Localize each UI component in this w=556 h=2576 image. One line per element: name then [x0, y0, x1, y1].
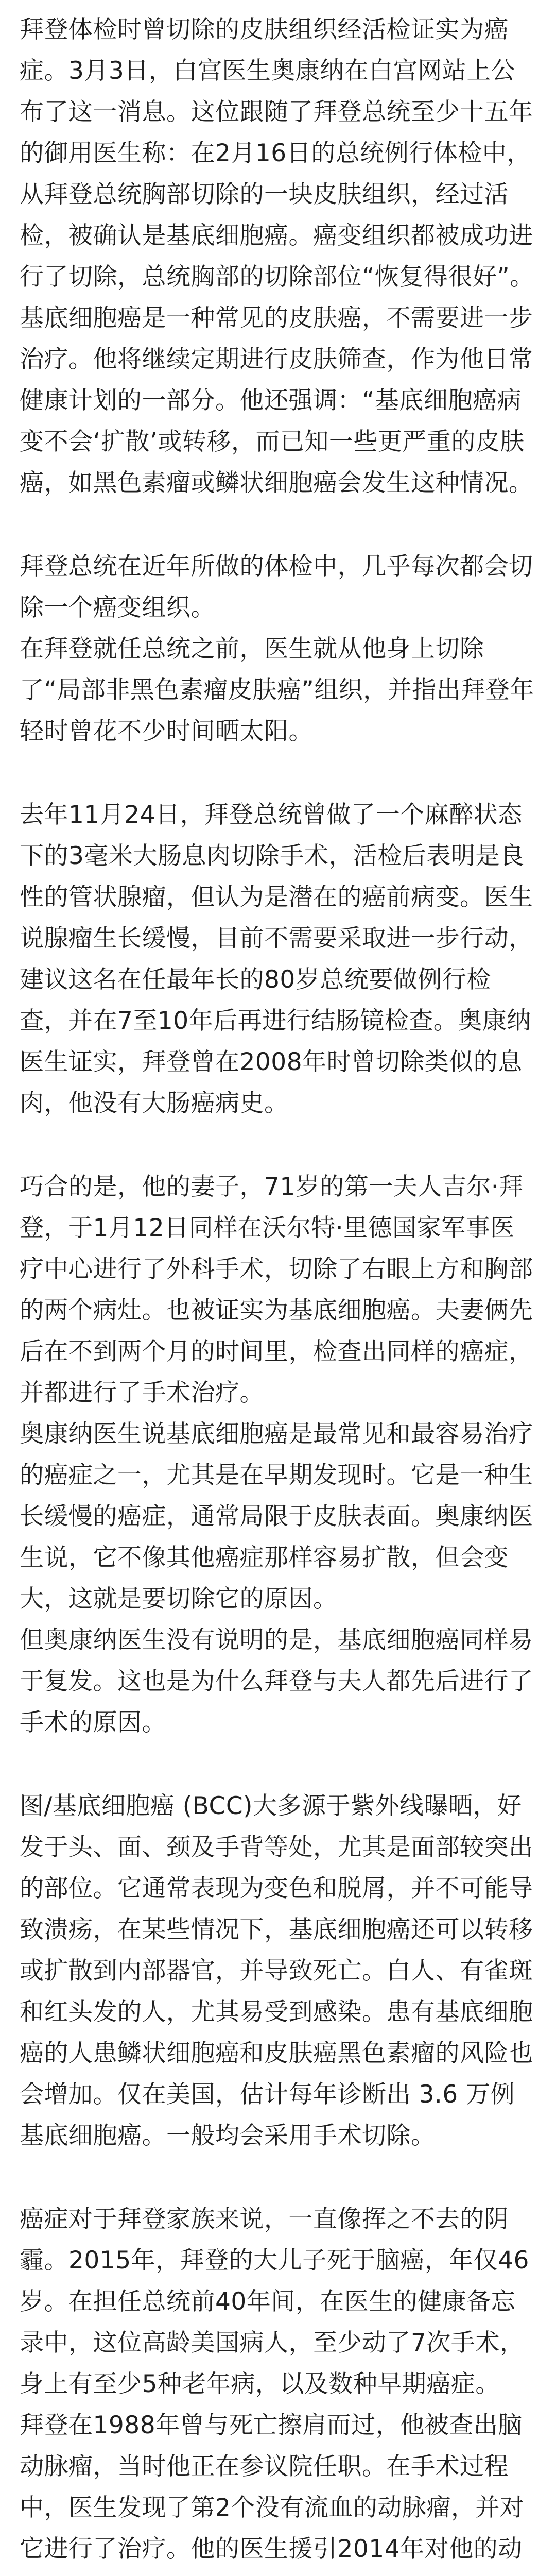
paragraph-gap: [20, 2157, 536, 2199]
article-paragraph: 奥康纳医生说基底细胞癌是最常见和最容易治疗的癌症之一，尤其是在早期发现时。它是一种生长缓慢的癌症，通常局限于皮肤表面。奥康纳医生说，它不像其他癌症那样容易扩散，但会变大，这就是要切除它的原因。: [20, 1420, 533, 1613]
article-paragraph: 但奥康纳医生没有说明的是，基底细胞癌同样易于复发。这也是为什么拜登与夫人都先后进行了手术的原因。: [20, 1626, 533, 1737]
article-paragraph: 拜登在1988年曾与死亡擦肩而过，他被查出脑动脉瘤，当时他正在参议院任职。在手术过程中，医生发现了第2个没有流血的动脉瘤，并对它进行了治疗。他的医生援引2014年对他的动: [20, 2411, 525, 2563]
article-paragraph: 图/基底细胞癌 (BCC)大多源于紫外线曝晒，好发于头、面、颈及手背等处，尤其是面部较突出的部位。它通常表现为变色和脱屑，并不可能导致溃疡，在某些情况下，基底细胞癌还可以转移或扩散到内部器官，并导致死亡。白人、有雀斑和红头发的人，尤其易受到感染。患有基底细胞癌的人患鳞状细胞癌和皮肤癌黑色素瘤的风险也会增加。仅在美国，估计每年诊断出 3.6 万例基底细胞癌。一般均会采用手术切除。: [20, 1792, 533, 2150]
article-paragraph: 巧合的是，他的妻子，71岁的第一夫人吉尔·拜登，于1月12日同样在沃尔特·里德国家军事医疗中心进行了外科手术，切除了右眼上方和胸部的两个病灶。也被证实为基底细胞癌。夫妻俩先后在不到两个月的时间里，检查出同样的癌症，并都进行了手术治疗。: [20, 1173, 533, 1407]
article-paragraph: 在拜登就任总统之前，医生就从他身上切除了“局部非黑色素瘤皮肤癌”组织，并指出拜登年轻时曾花不少时间晒太阳。: [20, 635, 534, 745]
article-paragraph: 拜登体检时曾切除的皮肤组织经活检证实为癌症。3月3日，白宫医生奥康纳在白宫网站上公布了这一消息。这位跟随了拜登总统至少十五年的御用医生称：在2月16日的总统例行体检中，从拜登总统胸部切除的一块皮肤组织，经过活检，被确认是基底细胞癌。癌变组织都被成功进行了切除，总统胸部的切除部位“恢复得很好”。: [20, 15, 534, 291]
paragraph-gap: [20, 504, 536, 546]
paragraph-gap: [20, 752, 536, 794]
paragraph-gap: [20, 1743, 536, 1786]
paragraph-gap: [20, 1124, 536, 1166]
article-paragraph: 去年11月24日，拜登总统曾做了一个麻醉状态下的3毫米大肠息肉切除手术，活检后表明是良性的管状腺瘤，但认为是潜在的癌前病变。医生说腺瘤生长缓慢，目前不需要采取进一步行动，建议这名在任最年长的80岁总统要做例行检查，并在7至10年后再进行结肠镜检查。奥康纳医生证实，拜登曾在2008年时曾切除类似的息肉，他没有大肠癌病史。: [20, 801, 533, 1117]
article-paragraph: 拜登总统在近年所做的体检中，几乎每次都会切除一个癌变组织。: [20, 552, 533, 622]
article-paragraph: 癌症对于拜登家族来说，一直像挥之不去的阴霾。2015年，拜登的大儿子死于脑癌，年仅46岁。在担任总统前40年间，在医生的健康备忘录中，这位高龄美国病人，至少动了7次手术，身上有至少5种老年病，以及数种早期癌症。: [20, 2205, 529, 2398]
article-paragraph: 基底细胞癌是一种常见的皮肤癌，不需要进一步治疗。他将继续定期进行皮肤筛查，作为他日常健康计划的一部分。他还强调：“基底细胞癌病变不会‘扩散’或转移，而已知一些更严重的皮肤癌，如黑色素瘤或鳞状细胞癌会发生这种情况。: [20, 304, 533, 497]
